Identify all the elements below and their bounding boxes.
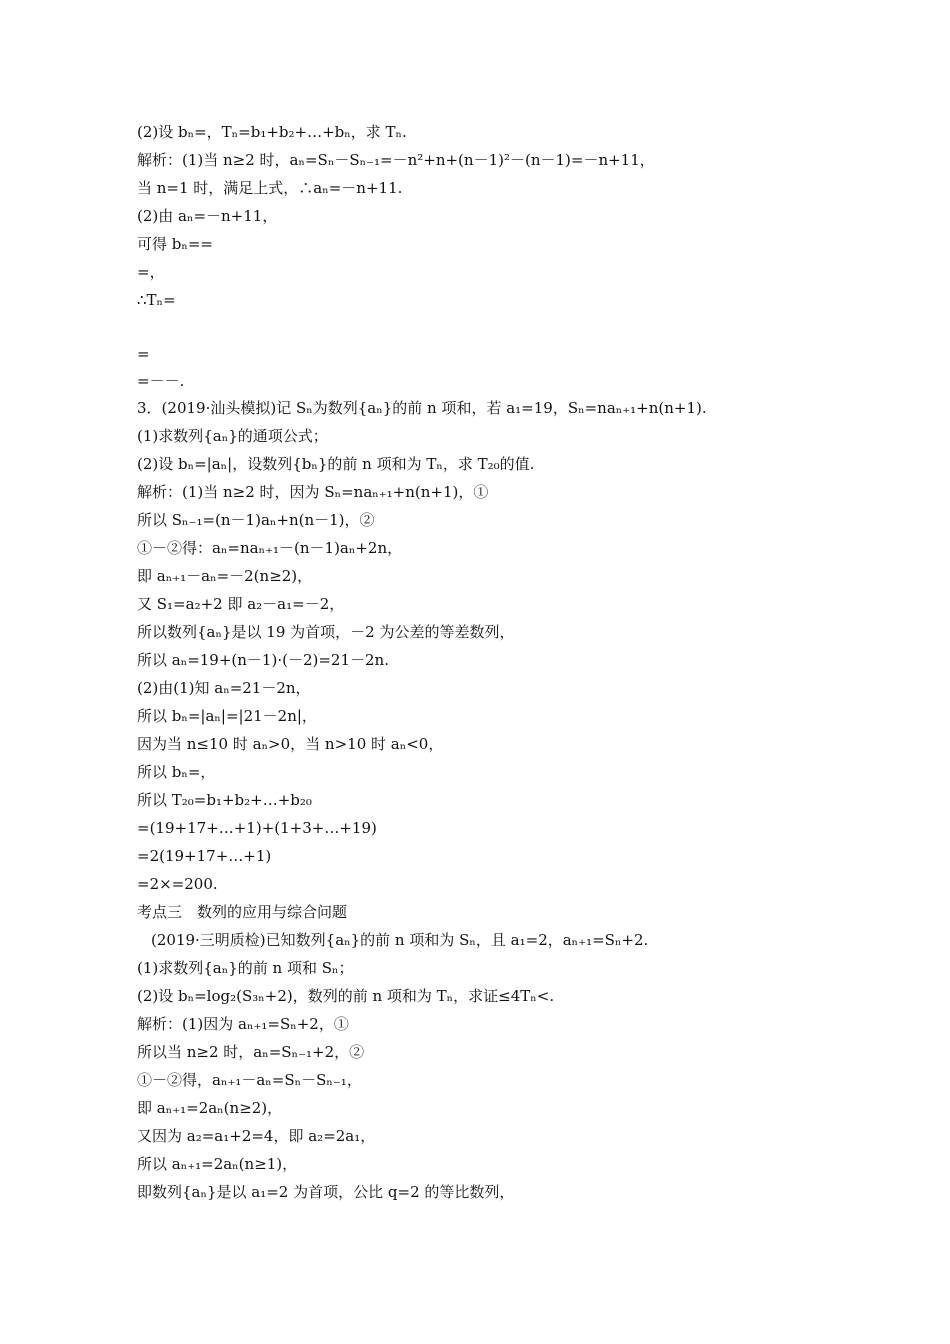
text-line: (2)设 bₙ=，Tₙ=b₁+b₂+…+bₙ，求 Tₙ. bbox=[137, 123, 407, 141]
text-line: 因为当 n≤10 时 aₙ>0，当 n>10 时 aₙ<0， bbox=[137, 735, 444, 753]
text-line: =， bbox=[137, 263, 165, 281]
text-line: (2)由 aₙ=－n+11， bbox=[137, 207, 278, 225]
text-line: 所以 Sₙ₋₁=(n－1)aₙ+n(n－1)，② bbox=[137, 511, 375, 529]
text-line: = bbox=[137, 345, 150, 363]
text-line: 所以 bₙ=|aₙ|=|21－2n|， bbox=[137, 707, 317, 725]
text-line: 可得 bₙ== bbox=[137, 235, 213, 253]
text-line: 所以数列{aₙ}是以 19 为首项，－2 为公差的等差数列， bbox=[137, 623, 515, 641]
problem-heading: 3．(2019·汕头模拟)记 Sₙ为数列{aₙ}的前 n 项和，若 a₁=19，Sₙ=naₙ₊₁+n(n+1). bbox=[137, 399, 707, 417]
text-line: 所以 aₙ₊₁=2aₙ(n≥1)， bbox=[137, 1155, 298, 1173]
section-heading: 考点三 数列的应用与综合问题 bbox=[137, 903, 348, 921]
text-line: =2×=200. bbox=[137, 875, 218, 893]
text-line: (2)设 bₙ=|aₙ|，设数列{bₙ}的前 n 项和为 Tₙ，求 T₂₀的值. bbox=[137, 455, 535, 473]
text-line: ①－②得：aₙ=naₙ₊₁－(n－1)aₙ+2n， bbox=[137, 539, 403, 557]
text-line: 当 n=1 时，满足上式，∴aₙ=－n+11. bbox=[137, 179, 403, 197]
text-line: (1)求数列{aₙ}的通项公式； bbox=[137, 427, 328, 445]
text-line: =2(19+17+…+1) bbox=[137, 847, 272, 865]
text-line: 所以 T₂₀=b₁+b₂+…+b₂₀ bbox=[137, 791, 312, 809]
text-line: 又 S₁=a₂+2 即 a₂－a₁=－2， bbox=[137, 595, 345, 613]
text-line: 即数列{aₙ}是以 a₁=2 为首项，公比 q=2 的等比数列， bbox=[137, 1183, 515, 1201]
text-line: =－－. bbox=[137, 372, 185, 390]
problem-heading: (2019·三明质检)已知数列{aₙ}的前 n 项和为 Sₙ，且 a₁=2，aₙ₊₁=Sₙ+2. bbox=[151, 931, 649, 949]
text-line: 解析：(1)当 n≥2 时，因为 Sₙ=naₙ₊₁+n(n+1)，① bbox=[137, 483, 489, 501]
text-line: 即 aₙ₊₁=2aₙ(n≥2)， bbox=[137, 1099, 283, 1117]
text-line: 所以 aₙ=19+(n－1)·(－2)=21－2n. bbox=[137, 651, 389, 669]
text-line: ∴Tₙ= bbox=[137, 291, 176, 309]
text-line: (2)设 bₙ=log₂(S₃ₙ+2)，数列的前 n 项和为 Tₙ，求证≤4Tₙ<. bbox=[137, 987, 555, 1005]
text-line: 所以 bₙ=， bbox=[137, 763, 216, 781]
text-line: 所以当 n≥2 时，aₙ=Sₙ₋₁+2，② bbox=[137, 1043, 365, 1061]
text-line: =(19+17+…+1)+(1+3+…+19) bbox=[137, 819, 377, 837]
text-line: (2)由(1)知 aₙ=21－2n， bbox=[137, 679, 311, 697]
text-line: 又因为 a₂=a₁+2=4，即 a₂=2a₁， bbox=[137, 1127, 376, 1145]
text-line: (1)求数列{aₙ}的前 n 项和 Sₙ； bbox=[137, 959, 354, 977]
text-line: 即 aₙ₊₁－aₙ=－2(n≥2)， bbox=[137, 567, 313, 585]
text-line: ①－②得，aₙ₊₁－aₙ=Sₙ－Sₙ₋₁， bbox=[137, 1071, 362, 1089]
text-line: 解析：(1)当 n≥2 时，aₙ=Sₙ－Sₙ₋₁=－n²+n+(n－1)²－(n－1)=－n+11， bbox=[137, 151, 655, 169]
text-line: 解析：(1)因为 aₙ₊₁=Sₙ+2，① bbox=[137, 1015, 349, 1033]
